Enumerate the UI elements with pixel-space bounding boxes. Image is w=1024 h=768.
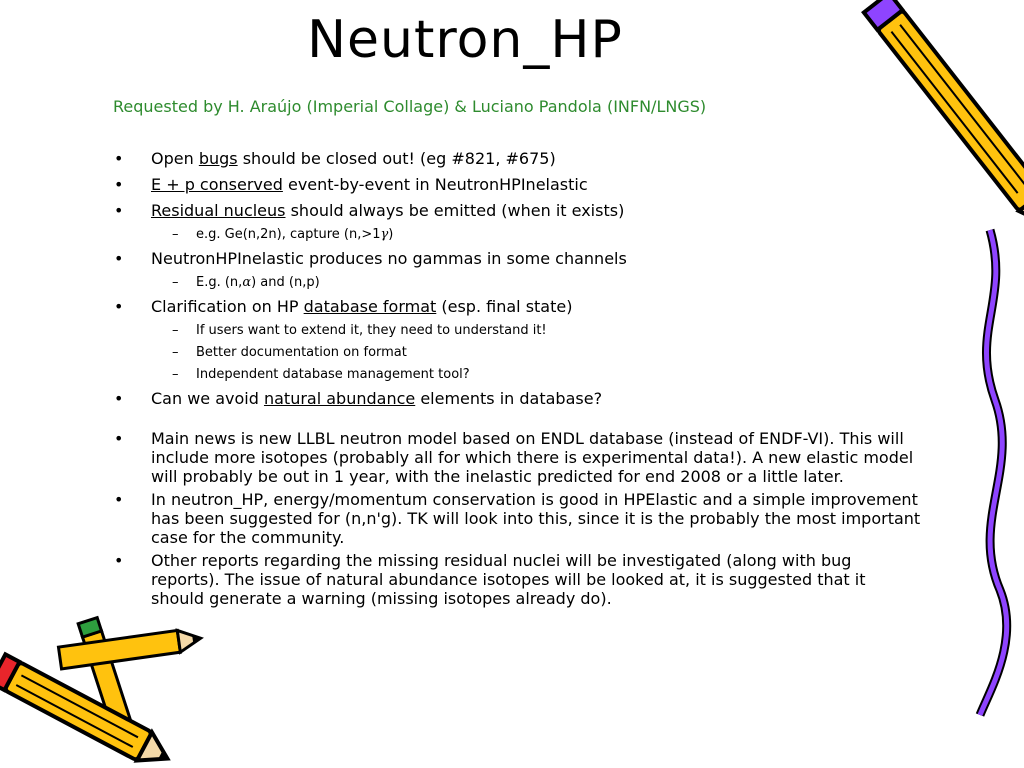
bullet-text: NeutronHPInelastic produces no gammas in some channels bbox=[151, 249, 627, 268]
bullet-underlined-text: natural abundance bbox=[263, 389, 416, 408]
sub-item bbox=[0, 226, 940, 243]
bullet-item bbox=[0, 429, 940, 486]
bullet-text: In neutron_HP, energy/momentum conservation is good in HPElastic and a simple improvement has been suggested for (n,n'g). TK will look into this, since it is the probably the most important case for the community. bbox=[151, 490, 921, 547]
bullet-item bbox=[0, 175, 940, 195]
bullet-text: (esp. final state) bbox=[436, 297, 573, 316]
sub-text: ) bbox=[388, 227, 394, 242]
bullet-marker: • bbox=[114, 429, 124, 448]
bullet-underlined-text: bugs bbox=[198, 149, 238, 168]
bullet-underlined-text: database format bbox=[303, 297, 437, 316]
bullet-item bbox=[0, 249, 940, 291]
bullet-item bbox=[0, 201, 940, 243]
bullet-text: should always be emitted (when it exists) bbox=[285, 201, 625, 220]
sub-marker: – bbox=[172, 227, 179, 242]
bullet-marker: • bbox=[114, 149, 124, 168]
bullet-text: Other reports regarding the missing residual nuclei will be investigated (along with bug reports). The issue of natural abundance isotopes will be looked at, it is suggested that it should generate a warning (missing isotopes already do). bbox=[151, 551, 866, 608]
bullet-marker: • bbox=[114, 297, 124, 316]
bullet-item bbox=[0, 149, 940, 169]
bullet-item bbox=[0, 551, 940, 608]
sub-item bbox=[0, 274, 940, 291]
sub-item bbox=[0, 344, 940, 361]
pencils-clipart-bottom-left bbox=[0, 618, 210, 768]
sub-item bbox=[0, 322, 940, 339]
greek-symbol: α bbox=[242, 275, 252, 290]
bullet-text: Clarification on HP bbox=[151, 297, 304, 316]
pencil-clipart-right bbox=[860, 0, 1024, 720]
bullet-marker: • bbox=[114, 175, 124, 194]
bullet-marker: • bbox=[114, 490, 124, 509]
bullet-list bbox=[0, 149, 940, 612]
bullet-marker: • bbox=[114, 551, 124, 570]
bullet-marker: • bbox=[114, 249, 124, 268]
bullet-marker: • bbox=[114, 201, 124, 220]
sub-text: Better documentation on format bbox=[196, 345, 407, 360]
bullet-underlined-text: Residual nucleus bbox=[151, 201, 286, 220]
greek-symbol: γ bbox=[380, 227, 389, 242]
slide-subtitle: Requested by H. Araújo (Imperial Collage) & Luciano Pandola (INFN/LNGS) bbox=[113, 97, 707, 116]
sub-text: If users want to extend it, they need to understand it! bbox=[196, 323, 547, 338]
sub-text: Independent database management tool? bbox=[196, 367, 470, 382]
bullet-underlined-text: E + p conserved bbox=[151, 175, 283, 194]
sub-text: E.g. (n, bbox=[196, 275, 243, 290]
sub-list bbox=[151, 322, 940, 383]
sub-marker: – bbox=[172, 345, 179, 360]
sub-list bbox=[151, 226, 940, 243]
sub-item bbox=[0, 366, 940, 383]
sub-marker: – bbox=[172, 367, 179, 382]
sub-list bbox=[151, 274, 940, 291]
bullet-text: event-by-event in NeutronHPInelastic bbox=[282, 175, 588, 194]
sub-text: ) and (n,p) bbox=[251, 275, 320, 290]
bullet-marker: • bbox=[114, 389, 124, 408]
bullet-text: should be closed out! (eg #821, #675) bbox=[237, 149, 556, 168]
sub-text: e.g. Ge(n,2n), capture (n,>1 bbox=[196, 227, 381, 242]
bullet-text: Open bbox=[151, 149, 199, 168]
bullet-item bbox=[0, 297, 940, 383]
bullet-text: Can we avoid bbox=[151, 389, 264, 408]
slide-title: Neutron_HP bbox=[307, 10, 623, 70]
bullet-text: elements in database? bbox=[415, 389, 603, 408]
sub-marker: – bbox=[172, 275, 179, 290]
bullet-text: Main news is new LLBL neutron model based on ENDL database (instead of ENDF-VI). This will include more isotopes (probably all for which there is experimental data!). A new elastic model will probably be out in 1 year, with the inelastic predicted for end 2008 or a little later. bbox=[151, 429, 914, 486]
bullet-item bbox=[0, 490, 940, 547]
bullet-item bbox=[0, 389, 940, 409]
sub-marker: – bbox=[172, 323, 179, 338]
